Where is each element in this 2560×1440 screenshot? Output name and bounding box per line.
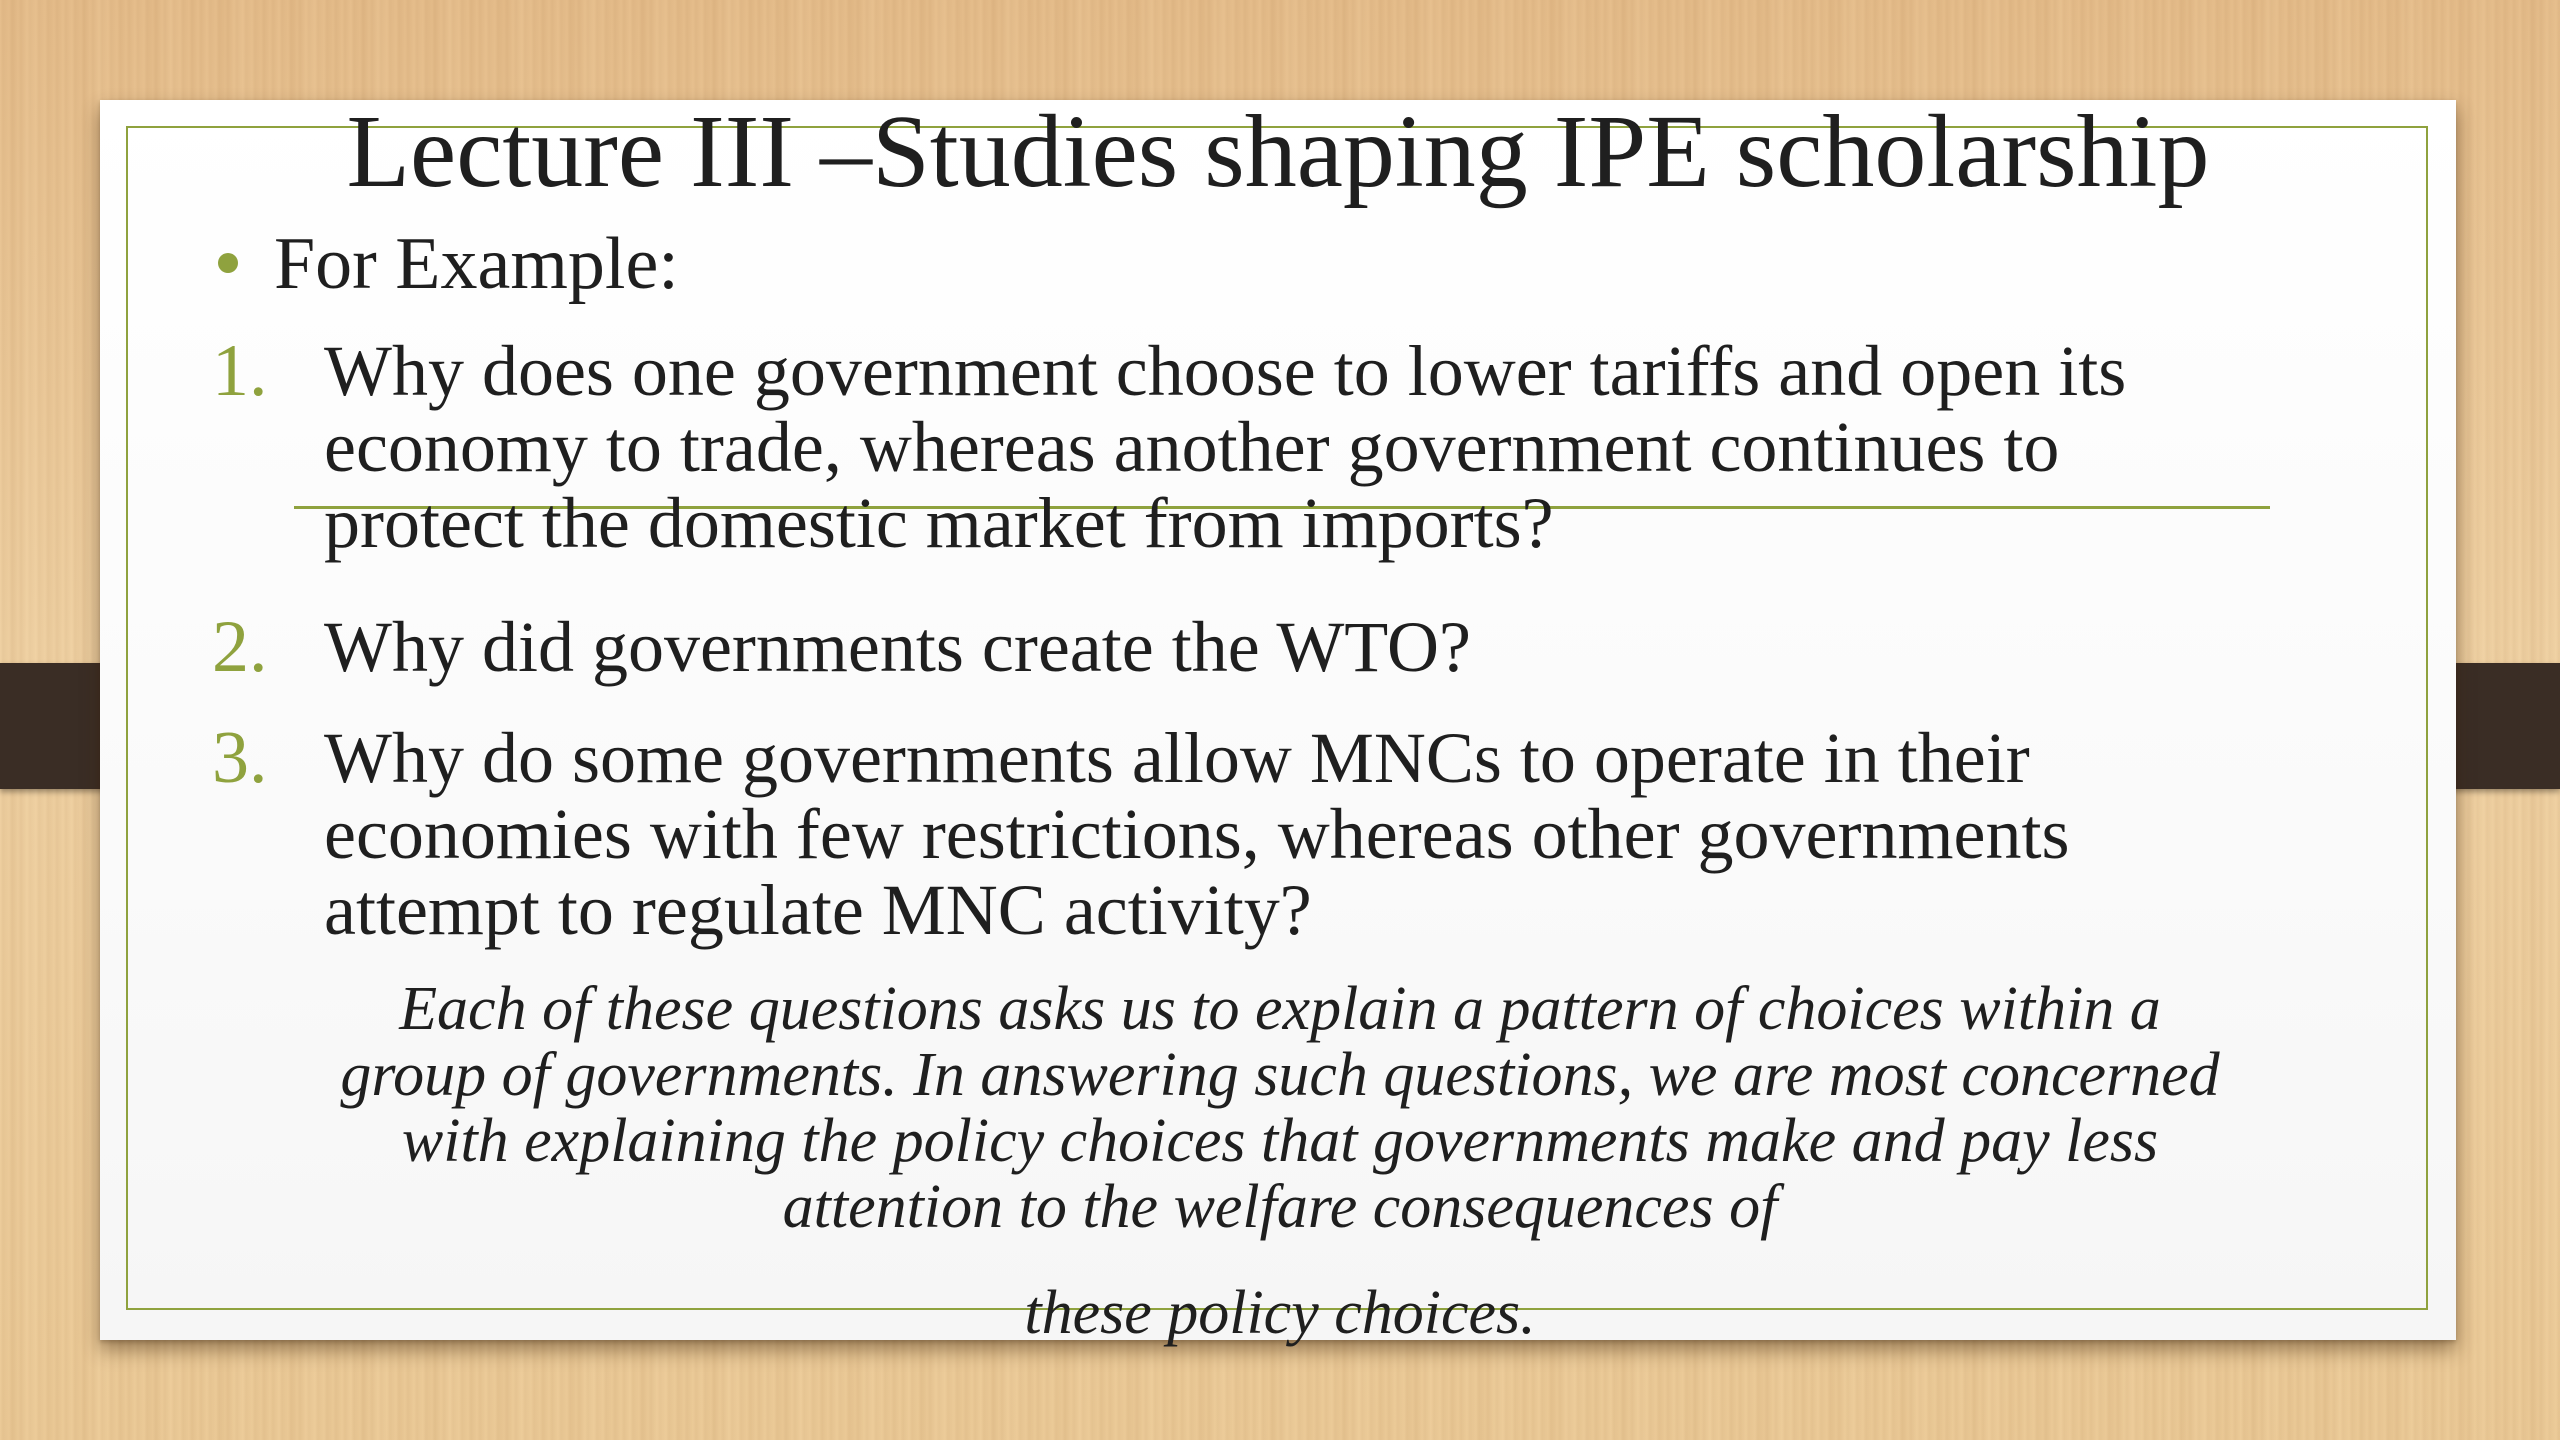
- note-line: attention to the welfare consequences of: [782, 1173, 1778, 1241]
- question-list-item-2: [212, 606, 2412, 688]
- question-line: Why did governments create the WTO?: [324, 607, 1471, 687]
- question-line: protect the domestic market from imports?: [324, 483, 1554, 563]
- question-line: attempt to regulate MNC activity?: [324, 870, 1312, 950]
- question-2: [212, 606, 2412, 688]
- question-number: 1.: [212, 330, 268, 412]
- question-line: economy to trade, whereas another government continues to: [324, 407, 2060, 487]
- summary-note: [210, 976, 2350, 1240]
- question-3: [212, 717, 2412, 950]
- note-line: Each of these questions asks us to explain a pattern of choices within a: [399, 975, 2161, 1043]
- question-line: Why does one government choose to lower tariffs and open its: [324, 331, 2127, 411]
- intro-bullet-text: For Example:: [274, 223, 679, 305]
- question-list-item-1: [212, 330, 2412, 563]
- slide-paper: [100, 94, 2456, 1347]
- summary-note-tail: these policy choices.: [1024, 1279, 1536, 1347]
- note-line: group of governments. In answering such questions, we are most concerned: [340, 1041, 2220, 1109]
- question-line: Why do some governments allow MNCs to operate in their: [324, 718, 2030, 798]
- note-line: with explaining the policy choices that governments make and pay less: [401, 1107, 2159, 1175]
- intro-bullet: [218, 220, 679, 309]
- question-1: [212, 330, 2412, 563]
- slide-title: Lecture III –Studies shaping IPE scholarship: [346, 94, 2210, 209]
- question-line: economies with few restrictions, whereas other governments: [324, 794, 2070, 874]
- bullet-dot-icon: [218, 253, 238, 273]
- question-number: 2.: [212, 606, 268, 688]
- question-list-item-3: [212, 717, 2412, 950]
- question-number: 3.: [212, 717, 268, 799]
